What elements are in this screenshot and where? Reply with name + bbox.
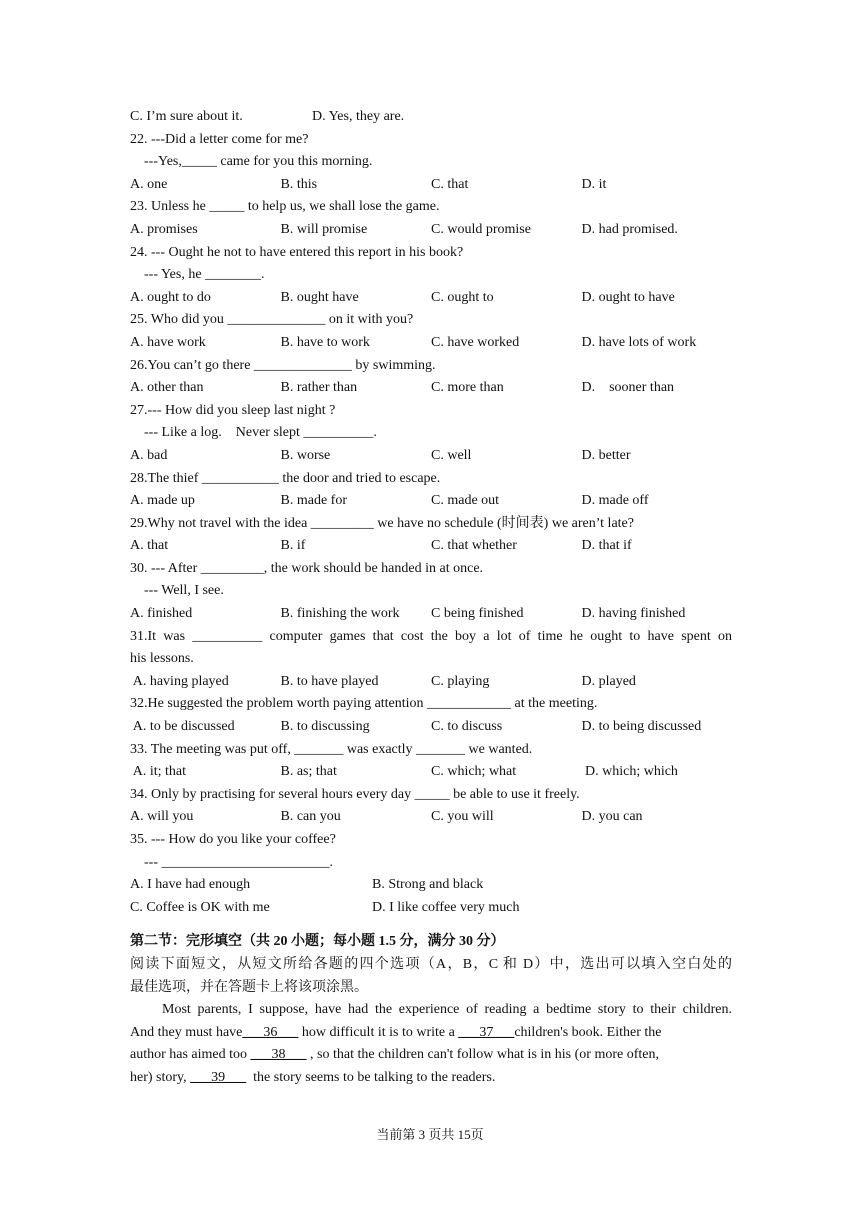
blank-36: ___36___ <box>242 1024 299 1040</box>
question-30: 30. --- After _________, the work should be handed in at once. <box>130 560 484 576</box>
option-a: A. bad <box>130 447 168 463</box>
question-25: 25. Who did you ______________ on it with you? <box>130 312 414 328</box>
question-32-options <box>130 716 732 739</box>
question-26: 26.You can’t go there ______________ by swimming. <box>130 357 436 373</box>
page-footer: 当前第 3 页共 15页 <box>376 1127 484 1142</box>
option-c: C. which; what <box>431 764 517 780</box>
option-d: D. it <box>581 176 607 192</box>
option-a: A. will you <box>130 809 194 825</box>
option-d: D. had promised. <box>581 221 678 237</box>
option-b: B. rather than <box>280 380 358 396</box>
question-31: 31.It was __________ computer games that cost the boy a lot of time he ought to have spent on <box>130 628 732 644</box>
option-b: B. to discussing <box>280 719 370 735</box>
question-24: 24. --- Ought he not to have entered this report in his book? <box>130 244 464 260</box>
question-35-reply: --- ________________________. <box>144 854 333 870</box>
passage-text: children's book. Either the <box>514 1024 662 1040</box>
option-c: C. to discuss <box>431 719 503 735</box>
option-a: A. it; that <box>130 764 186 780</box>
option-a: A. finished <box>130 606 193 622</box>
blank-38: ___38___ <box>250 1047 307 1063</box>
passage-text: how difficult it is to write a <box>298 1024 459 1040</box>
passage-line-1: Most parents, I suppose, have had the experience of reading a bedtime story to their children. <box>162 1002 732 1018</box>
question-33-options <box>130 761 732 784</box>
option-b: B. can you <box>280 809 341 825</box>
question-27-options <box>130 445 732 468</box>
option-d: D. that if <box>581 538 632 554</box>
option-c: C. that <box>431 176 469 192</box>
blank-37: ___37___ <box>458 1024 515 1040</box>
question-30-reply: --- Well, I see. <box>144 583 224 599</box>
option-d: D. which; which <box>581 764 678 780</box>
question-26-options <box>130 377 732 400</box>
option-d: D. I like coffee very much <box>372 899 520 915</box>
option-b: B. ought have <box>280 289 359 305</box>
question-22: 22. ---Did a letter come for me? <box>130 131 309 147</box>
option-b: B. as; that <box>280 764 337 780</box>
question-23: 23. Unless he _____ to help us, we shall lose the game. <box>130 199 440 215</box>
option-c: C. have worked <box>431 334 520 350</box>
option-d: D. played <box>581 673 636 689</box>
option-a: A. I have had enough <box>130 877 251 893</box>
option-c: C. that whether <box>431 538 517 554</box>
question-35-options-row2 <box>130 897 732 920</box>
option-b: B. if <box>280 538 306 554</box>
option-b: B. Strong and black <box>372 877 484 893</box>
option-b: B. finishing the work <box>280 606 400 622</box>
exam-page <box>130 106 732 1090</box>
option-b: B. will promise <box>280 221 368 237</box>
question-24-options <box>130 287 732 310</box>
question-29-options <box>130 535 732 558</box>
option-a: A. promises <box>130 221 198 237</box>
option-d: D. to being discussed <box>581 719 702 735</box>
question-31-cont: his lessons. <box>130 651 194 667</box>
passage-text: And they must have <box>130 1024 243 1040</box>
passage-text: , so that the children can't follow what is in his (or more often, <box>306 1047 659 1063</box>
section-instructions-cont: 最佳选项，并在答题卡上将该项涂黑。 <box>130 979 368 995</box>
passage-text: her) story, <box>130 1069 191 1085</box>
option-d: D. made off <box>581 493 649 509</box>
option-c: C. made out <box>431 493 500 509</box>
option-c: C. well <box>431 447 472 463</box>
question-35-options-row1 <box>130 874 732 897</box>
question-25-options <box>130 332 732 355</box>
passage-text: the story seems to be talking to the readers. <box>246 1069 496 1085</box>
option-c: C. you will <box>431 809 494 825</box>
option-d: D. Yes, they are. <box>312 109 405 124</box>
section-instructions: 阅读下面短文，从短文所给各题的四个选项（A，B，C 和 D）中，选出可以填入空白处的 <box>130 956 732 972</box>
question-30-options <box>130 603 732 626</box>
section-title: 第二节：完形填空（共 20 小题；每小题 1.5 分，满分 30 分） <box>130 934 505 950</box>
question-35: 35. --- How do you like your coffee? <box>130 832 336 847</box>
option-a: A. other than <box>130 380 204 396</box>
passage-line-3 <box>130 1044 732 1067</box>
option-d: D. having finished <box>581 606 686 622</box>
option-a: A. made up <box>130 493 195 509</box>
question-22-options <box>130 174 732 197</box>
option-b: B. this <box>280 176 318 192</box>
option-a: A. one <box>130 176 168 192</box>
option-b: B. have to work <box>280 334 370 350</box>
question-24-reply: --- Yes, he ________. <box>144 267 265 283</box>
question-33: 33. The meeting was put off, _______ was exactly _______ we wanted. <box>130 741 533 757</box>
option-d: D. ought to have <box>581 289 675 305</box>
question-23-options <box>130 219 732 242</box>
option-a: A. that <box>130 538 169 554</box>
passage-line-4 <box>130 1067 732 1090</box>
blank-39: ___39___ <box>190 1069 247 1085</box>
option-a: A. ought to do <box>130 289 211 305</box>
question-27-reply: --- Like a log. Never slept __________. <box>144 425 377 441</box>
option-a: A. to be discussed <box>130 719 235 735</box>
question-31-options <box>130 671 732 694</box>
question-22-reply: ---Yes,_____ came for you this morning. <box>144 154 373 170</box>
question-28: 28.The thief ___________ the door and tried to escape. <box>130 470 441 486</box>
passage-text: author has aimed too <box>130 1047 251 1063</box>
option-d: D. you can <box>581 809 643 825</box>
option-c: C being finished <box>431 606 524 622</box>
option-d: D. better <box>581 447 631 463</box>
option-d: D. sooner than <box>581 380 675 396</box>
option-c: C. more than <box>431 380 504 396</box>
option-b: B. worse <box>280 447 331 463</box>
option-b: B. made for <box>280 493 347 509</box>
option-c: C. playing <box>431 673 490 689</box>
option-c: C. ought to <box>431 289 494 305</box>
option-a: A. have work <box>130 334 206 350</box>
question-28-options <box>130 490 732 513</box>
question-29: 29.Why not travel with the idea _________ we have no schedule (时间表) we aren’t late? <box>130 515 634 531</box>
passage-line-2 <box>130 1022 732 1045</box>
question-27: 27.--- How did you sleep last night ? <box>130 402 336 418</box>
option-c: C. Coffee is OK with me <box>130 899 270 915</box>
question-34: 34. Only by practising for several hours every day _____ be able to use it freely. <box>130 786 580 802</box>
option-b: B. to have played <box>280 673 379 689</box>
q21-options-cont <box>130 106 732 129</box>
option-c: C. I’m sure about it. <box>130 109 243 124</box>
option-d: D. have lots of work <box>581 334 697 350</box>
option-c: C. would promise <box>431 221 531 237</box>
question-32: 32.He suggested the problem worth paying attention ____________ at the meeting. <box>130 696 598 712</box>
question-34-options <box>130 806 732 829</box>
option-a: A. having played <box>130 673 229 689</box>
